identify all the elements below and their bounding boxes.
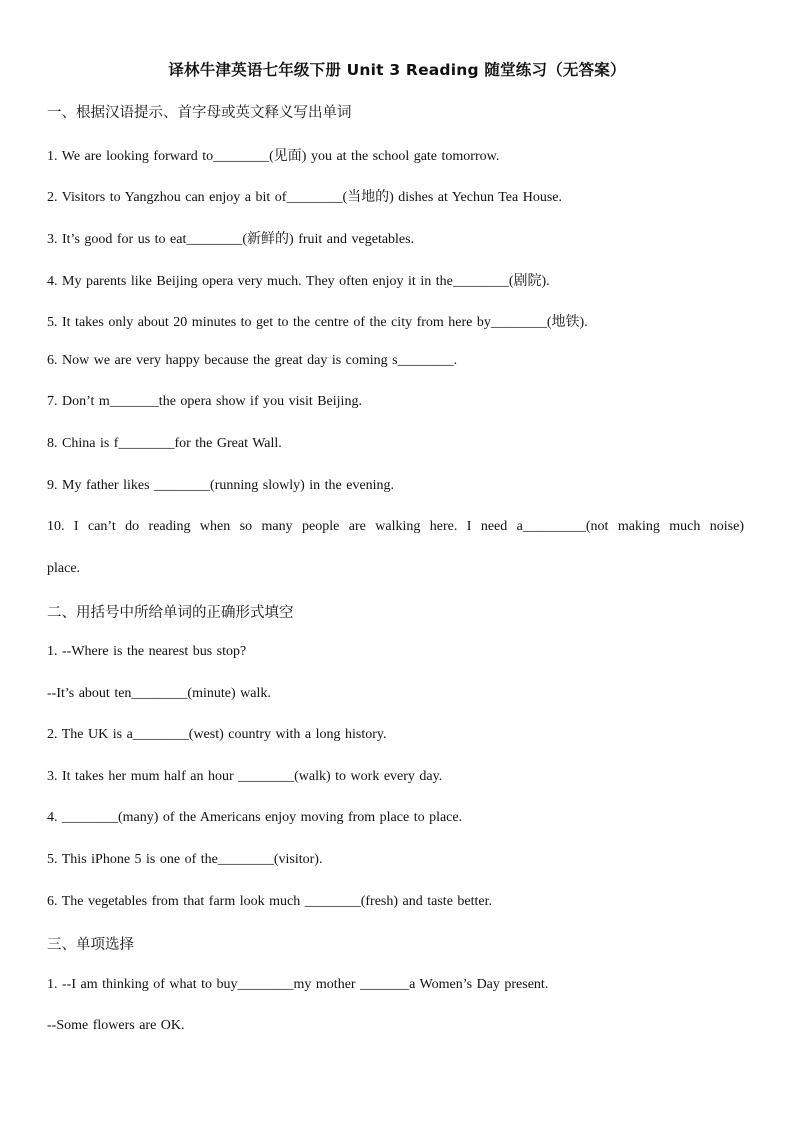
section-2-item-5: 5. This iPhone 5 is one of the________(visitor).: [47, 852, 323, 867]
section-2-heading: 二、用括号中所给单词的正确形式填空: [47, 605, 294, 621]
section-1-item-10: 10. I can’t do reading when so many people are walking here. I need a_________(not making much noise): [47, 519, 744, 534]
section-2-item-2: 2. The UK is a________(west) country with a long history.: [47, 727, 387, 742]
section-2-item-6: 6. The vegetables from that farm look much ________(fresh) and taste better.: [47, 894, 492, 909]
section-2-item-1-question: 1. --Where is the nearest bus stop?: [47, 644, 247, 659]
section-1-item-3: 3. It’s good for us to eat________(新鲜的) fruit and vegetables.: [47, 232, 415, 247]
section-2-item-3: 3. It takes her mum half an hour ________(walk) to work every day.: [47, 769, 443, 784]
section-3-heading: 三、单项选择: [47, 937, 134, 953]
section-2-item-4: 4. ________(many) of the Americans enjoy moving from place to place.: [47, 810, 463, 825]
section-1-item-7: 7. Don’t m_______the opera show if you visit Beijing.: [47, 394, 362, 409]
section-1-item-5: 5. It takes only about 20 minutes to get to the centre of the city from here by________(地铁).: [47, 315, 588, 330]
section-1-item-10-continued: place.: [47, 561, 81, 576]
section-1-item-1: 1. We are looking forward to________(见面) you at the school gate tomorrow.: [47, 149, 500, 164]
section-1-item-9: 9. My father likes ________(running slowly) in the evening.: [47, 478, 395, 493]
section-1-item-6: 6. Now we are very happy because the great day is coming s________.: [47, 353, 458, 368]
section-1-heading: 一、根据汉语提示、首字母或英文释义写出单词: [47, 105, 352, 121]
document-title: 译林牛津英语七年级下册 Unit 3 Reading 随堂练习（无答案）: [168, 61, 626, 79]
section-3-item-1-reply: --Some flowers are OK.: [47, 1018, 185, 1033]
section-3-item-1-question: 1. --I am thinking of what to buy________my mother _______a Women’s Day present.: [47, 977, 549, 992]
section-1-item-4: 4. My parents like Beijing opera very much. They often enjoy it in the________(剧院).: [47, 274, 550, 289]
section-1-item-2: 2. Visitors to Yangzhou can enjoy a bit of________(当地的) dishes at Yechun Tea House.: [47, 190, 563, 205]
section-1-item-8: 8. China is f________for the Great Wall.: [47, 436, 282, 451]
section-2-item-1-answer: --It’s about ten________(minute) walk.: [47, 686, 271, 701]
